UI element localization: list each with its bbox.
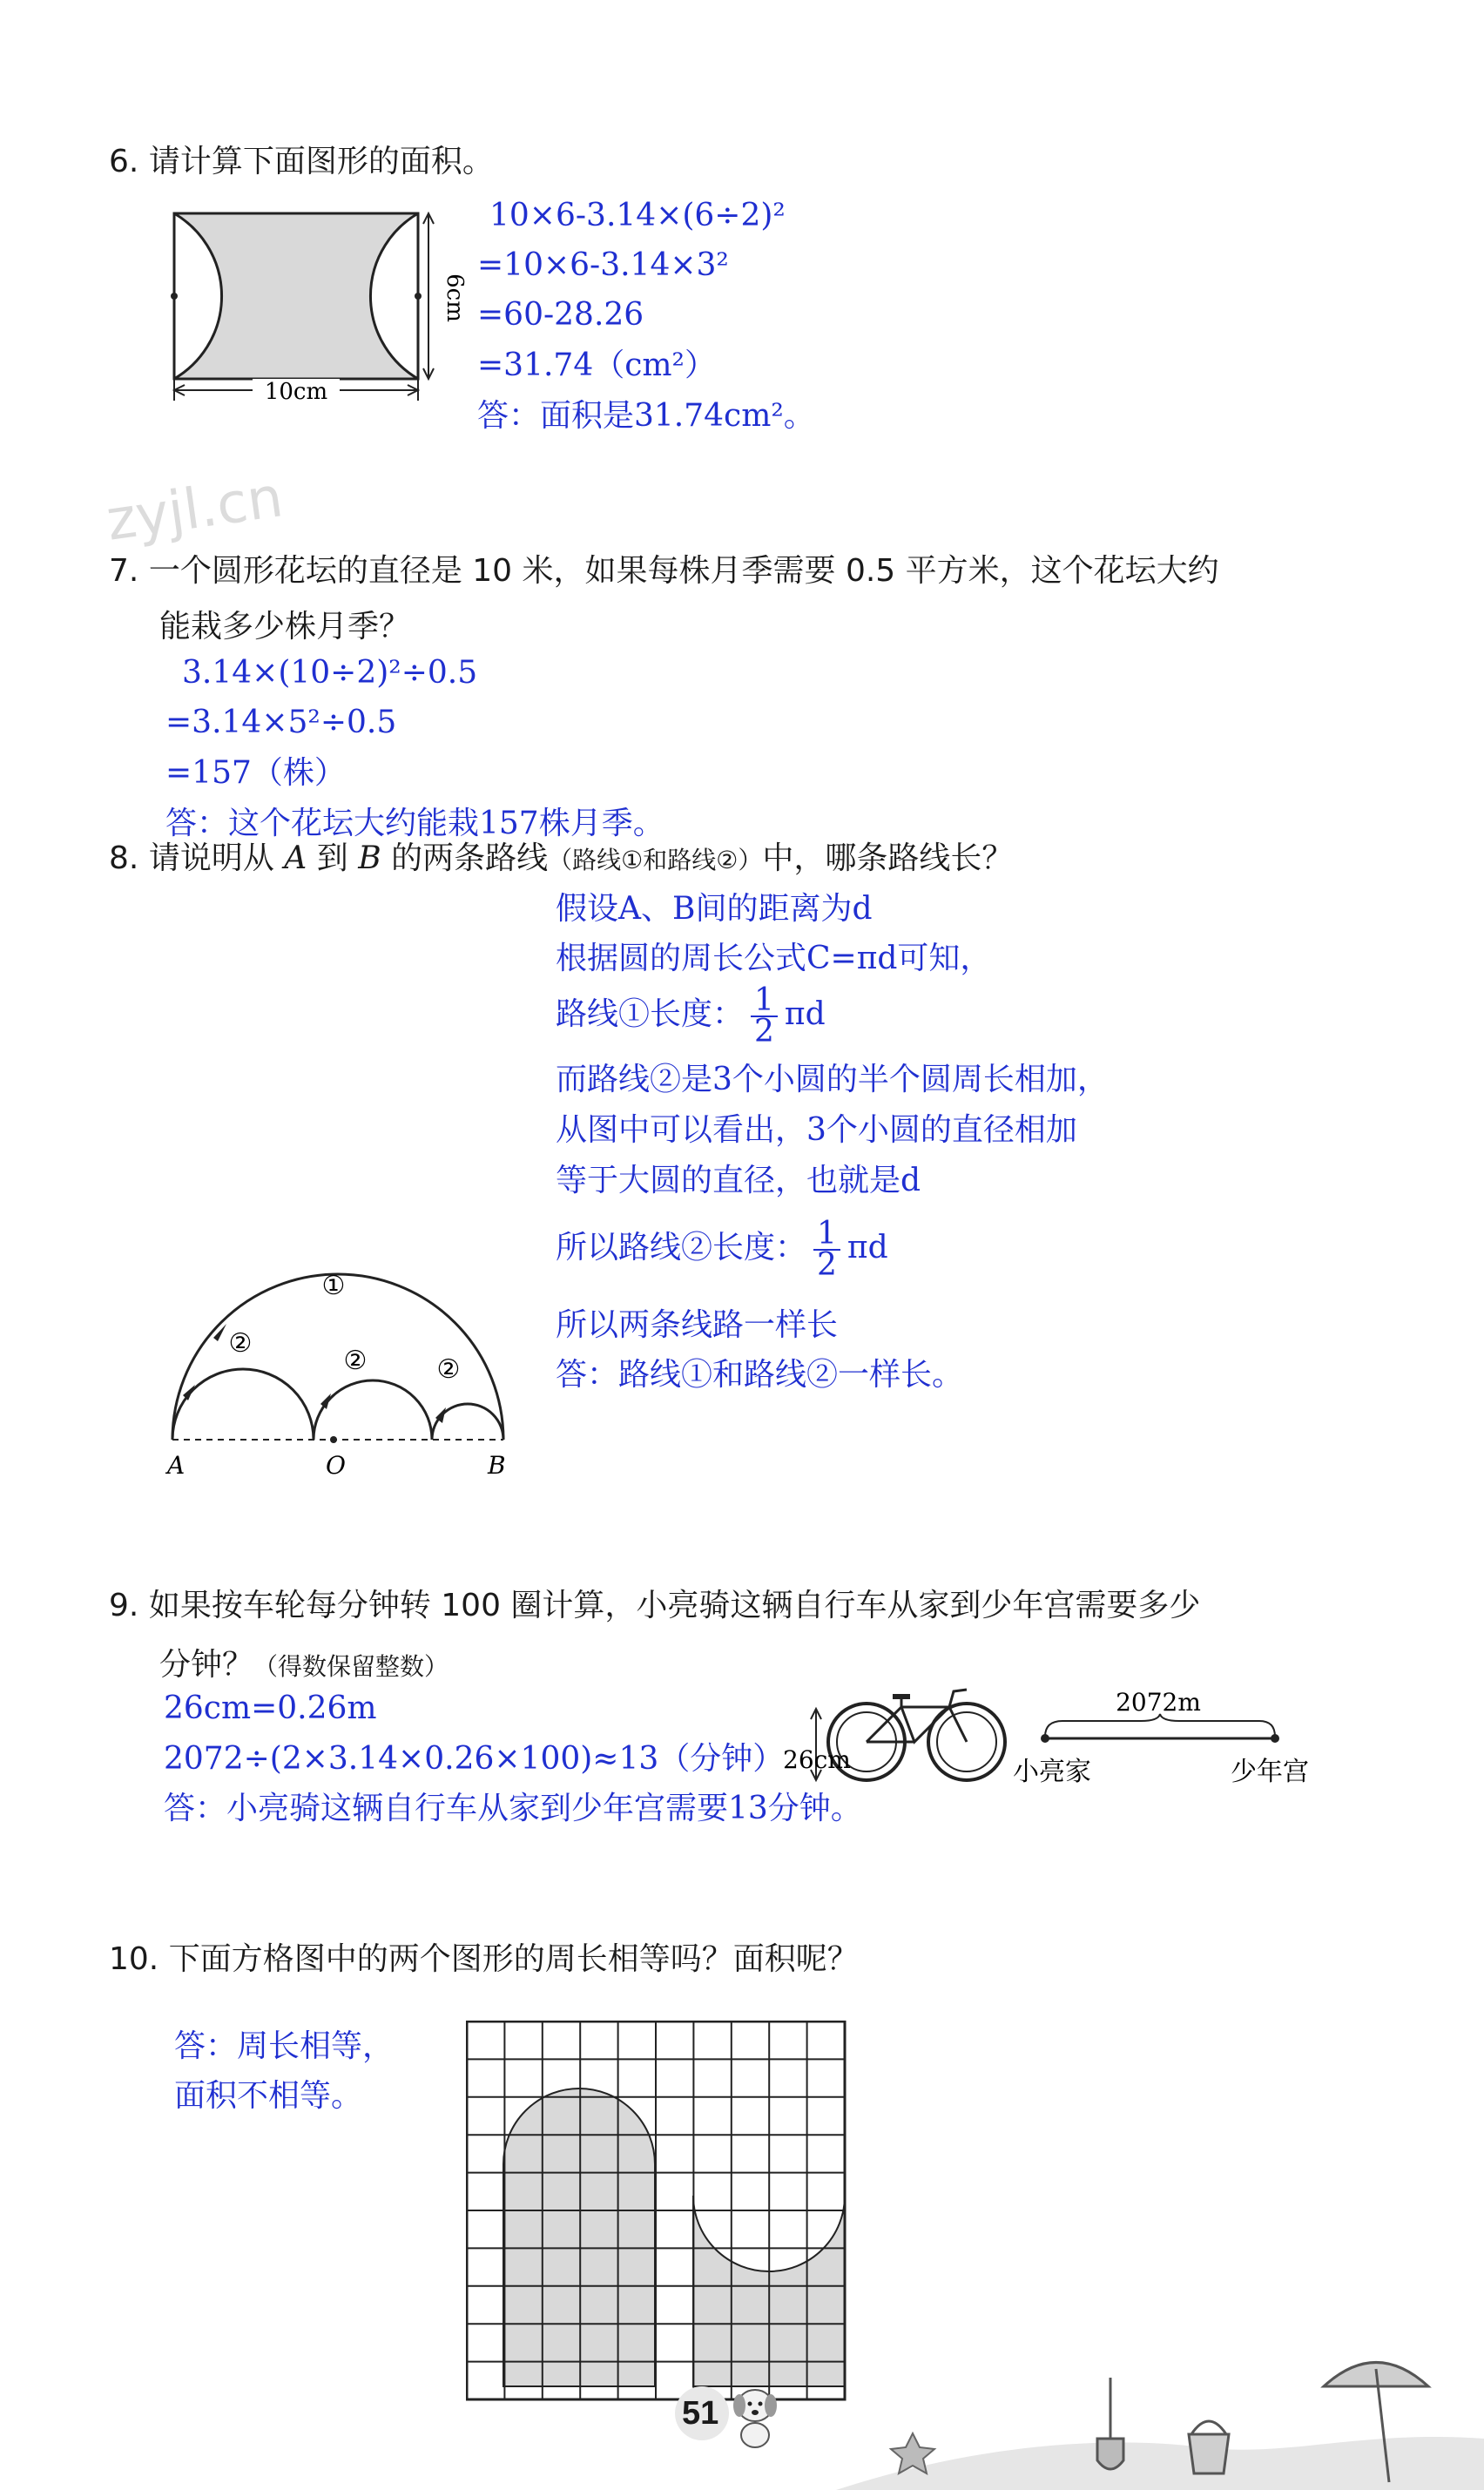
q9-answer-1: 26cm=0.26m bbox=[164, 1690, 377, 1726]
q8-label-o: O bbox=[326, 1451, 346, 1480]
q7-line1 bbox=[109, 552, 1219, 590]
q8-point-b: B bbox=[358, 840, 381, 876]
q8-fraction-1: $\frac{1}{2}$ bbox=[751, 986, 778, 1047]
q8-small-arc-1 bbox=[172, 1369, 314, 1440]
q9-home-dot bbox=[1041, 1734, 1049, 1743]
q6-answer-3: =60-28.26 bbox=[477, 297, 644, 333]
q8-label-a: A bbox=[167, 1451, 186, 1480]
q8-title bbox=[109, 840, 1013, 880]
q6-left-center bbox=[171, 293, 178, 300]
bucket-icon bbox=[1189, 2421, 1229, 2473]
q6-figure bbox=[157, 192, 470, 418]
q8-answer-7 bbox=[556, 1216, 888, 1283]
q6-answer-4: =31.74（cm²） bbox=[477, 348, 716, 383]
q8-answer-2: 根据圆的周长公式C=πd可知， bbox=[556, 941, 992, 976]
q7-answer-2: =3.14×5²÷0.5 bbox=[165, 705, 397, 740]
q8-label-route1: ① bbox=[321, 1271, 346, 1301]
q9-palace-label: 少年宫 bbox=[1231, 1757, 1309, 1787]
q8-answer-3 bbox=[556, 982, 826, 1049]
shovel-icon bbox=[1097, 2378, 1123, 2469]
q10-text: 下面方格图中的两个图形的周长相等吗？面积呢？ bbox=[168, 1941, 859, 1977]
q10-answer-1: 答：周长相等， bbox=[174, 2028, 395, 2064]
q8-label-b: B bbox=[488, 1451, 506, 1480]
q8-answer-3-pre: 路线①长度： bbox=[556, 996, 745, 1032]
q6-text: 请计算下面图形的面积。 bbox=[148, 144, 494, 179]
q6-answer-5: 答：面积是31.74cm²。 bbox=[477, 398, 815, 434]
q8-answer-8: 所以两条线路一样长 bbox=[556, 1307, 839, 1343]
q6-height-label: 6cm bbox=[442, 273, 468, 322]
q8-label-route2-b: ② bbox=[343, 1346, 368, 1376]
q8-answer-9: 答：路线①和路线②一样长。 bbox=[556, 1357, 964, 1393]
q8-answer-4: 而路线②是3个小圆的半个圆周长相加， bbox=[556, 1062, 1109, 1097]
q7-text-1: 一个圆形花坛的直径是 10 米，如果每株月季需要 0.5 平方米，这个花坛大约 bbox=[148, 553, 1219, 589]
q9-distance-figure bbox=[1010, 1676, 1324, 1806]
watermark: zyjl.cn bbox=[102, 465, 287, 554]
q7-answer-4: 答：这个花坛大约能栽157株月季。 bbox=[165, 806, 664, 841]
q10-number: 10. bbox=[109, 1941, 159, 1977]
q7-text-2: 能栽多少株月季？ bbox=[159, 609, 411, 644]
q6-number: 6. bbox=[109, 144, 139, 179]
q7-answer-1: 3.14×(10÷2)²÷0.5 bbox=[182, 655, 478, 691]
q9-distance-label: 2072m bbox=[1116, 1688, 1201, 1717]
footer-decoration bbox=[836, 2352, 1484, 2490]
q10-shape-arch bbox=[503, 2088, 655, 2386]
q8-label-route2-c: ② bbox=[436, 1354, 461, 1385]
puppy-icon bbox=[729, 2374, 781, 2453]
q8-answer-7-pre: 所以路线②长度： bbox=[556, 1230, 807, 1265]
bicycle-icon bbox=[828, 1690, 1005, 1780]
q9-palace-dot bbox=[1271, 1734, 1279, 1743]
q6-title bbox=[109, 143, 494, 181]
q8-answer-6: 等于大圆的直径，也就是d bbox=[556, 1163, 921, 1198]
q8-arrow-big bbox=[213, 1324, 226, 1341]
q9-answer-3: 答：小亮骑这辆自行车从家到少年宫需要13分钟。 bbox=[164, 1791, 862, 1826]
q6-answer-2: =10×6-3.14×3² bbox=[477, 247, 729, 283]
q10-answer-2: 面积不相等。 bbox=[174, 2078, 363, 2114]
q8-small-arc-2 bbox=[314, 1380, 432, 1440]
q8-text-b: 的两条路线 bbox=[391, 840, 549, 876]
q9-line1 bbox=[109, 1587, 1200, 1625]
q9-home-label: 小亮家 bbox=[1013, 1757, 1091, 1787]
q8-text-c: 中，哪条路线长？ bbox=[762, 840, 1014, 876]
q9-answer-2: 2072÷(2×3.14×0.26×100)≈13（分钟） bbox=[164, 1741, 785, 1777]
q9-text-2: 分钟？ bbox=[159, 1647, 254, 1683]
q6-width-label: 10cm bbox=[264, 379, 328, 405]
q7-answer-3: =157（株） bbox=[165, 755, 346, 791]
q8-figure bbox=[157, 1254, 523, 1489]
q9-number: 9. bbox=[109, 1588, 139, 1623]
q8-to: 到 bbox=[316, 840, 348, 876]
q10-grid-figure bbox=[466, 2021, 849, 2404]
q8-center-dot bbox=[330, 1436, 337, 1443]
q9-text-1: 如果按车轮每分钟转 100 圈计算，小亮骑这辆自行车从家到少年宫需要多少 bbox=[148, 1588, 1201, 1623]
q6-right-center bbox=[415, 293, 422, 300]
q8-answer-3-post: πd bbox=[784, 996, 826, 1032]
q8-point-a: A bbox=[284, 840, 307, 876]
q8-label-route2-a: ② bbox=[228, 1328, 253, 1359]
page-number: 51 bbox=[682, 2395, 719, 2432]
q6-answer-1: 10×6-3.14×(6÷2)² bbox=[489, 198, 786, 233]
q6-shaded-region bbox=[174, 213, 418, 379]
q7-number: 7. bbox=[109, 553, 139, 589]
q9-line2 bbox=[159, 1646, 449, 1686]
q9-wheel-label: 26cm bbox=[783, 1745, 851, 1774]
q8-number: 8. bbox=[109, 840, 139, 876]
q8-answer-7-post: πd bbox=[847, 1230, 888, 1265]
page-number-badge bbox=[675, 2374, 779, 2453]
q10-title bbox=[109, 1940, 859, 1979]
q9-note: （得数保留整数） bbox=[253, 1652, 449, 1681]
q9-bicycle-figure bbox=[771, 1672, 1032, 1794]
q8-paren: （路线①和路线②） bbox=[548, 846, 763, 874]
q9-brace bbox=[1045, 1714, 1275, 1737]
q8-text-a: 请说明从 bbox=[148, 840, 274, 876]
q8-fraction-2: $\frac{1}{2}$ bbox=[813, 1219, 840, 1280]
q8-answer-1: 假设A、B间的距离为d bbox=[556, 891, 873, 927]
q8-answer-5: 从图中可以看出，3个小圆的直径相加 bbox=[556, 1112, 1077, 1148]
